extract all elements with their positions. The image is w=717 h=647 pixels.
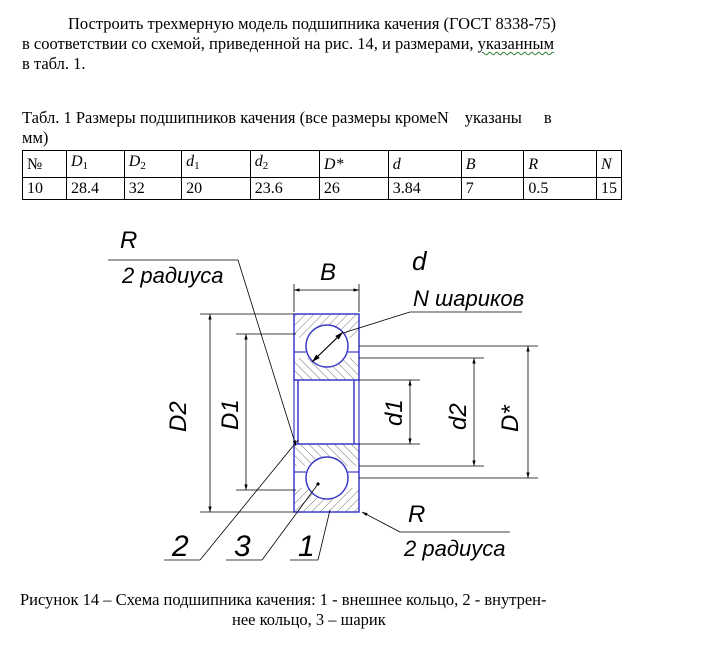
- lower-section: [294, 444, 359, 512]
- figure-caption-line-1: Рисунок 14 – Схема подшипника качения: 1 - внешнее кольцо, 2 - внутрен-: [20, 590, 547, 609]
- table-caption-part3: в: [543, 108, 552, 127]
- header-cell-d: d: [388, 151, 461, 178]
- label-radii-top: 2 радиуса: [122, 263, 224, 288]
- label-N-balls: N шариков: [413, 286, 525, 311]
- cell-R: 0.5: [524, 178, 597, 200]
- header-cell-D1: $D_1$: [66, 151, 124, 178]
- cell-Dstar: 26: [319, 178, 388, 200]
- callout-3: 3: [234, 530, 251, 563]
- figure-caption-line-2: нее кольцо, 3 – шарик: [232, 610, 386, 629]
- cell-d: 3.84: [388, 178, 461, 200]
- label-d: d: [412, 246, 427, 276]
- label-D1: D1: [217, 399, 244, 430]
- header-cell-B: B: [461, 151, 524, 178]
- cell-N: 15: [597, 178, 622, 200]
- cell-D1: 28.4: [66, 178, 124, 200]
- ball-lower: [306, 457, 348, 499]
- header-cell-d2: $d_2$: [250, 151, 319, 178]
- table-caption-part1: Табл. 1 Размеры подшипников качения (все размеры кромеN: [22, 108, 449, 127]
- ball-upper: [306, 325, 348, 367]
- intro-line-3: в табл. 1.: [22, 54, 86, 73]
- intro-line-1: Построить трехмерную модель подшипника качения (ГОСТ 8338-75): [68, 14, 556, 33]
- label-B: B: [320, 259, 337, 286]
- label-Dstar: D*: [497, 405, 524, 432]
- cell-no: 10: [23, 178, 67, 200]
- table-caption-part2: указаны: [464, 108, 522, 127]
- cell-D2: 32: [124, 178, 181, 200]
- upper-section: [294, 314, 359, 380]
- table-caption-part4: мм): [22, 128, 49, 147]
- cell-d1: 20: [182, 178, 251, 200]
- label-radii-bottom: 2 радиуса: [404, 536, 506, 561]
- callout-2: 2: [172, 530, 189, 563]
- header-cell-N: N: [597, 151, 622, 178]
- label-R-bottom: R: [408, 501, 426, 528]
- intro-spellcheck-word: указанным: [477, 34, 555, 53]
- header-cell-d1: $d_1$: [182, 151, 251, 178]
- figure-caption: [20, 590, 640, 630]
- label-D2: D2: [165, 401, 192, 432]
- header-cell-D2: $D_2$: [124, 151, 181, 178]
- callout-1: 1: [298, 530, 315, 563]
- header-cell-Dstar: D*: [319, 151, 388, 178]
- label-d2: d2: [445, 403, 472, 430]
- cell-B: 7: [461, 178, 524, 200]
- label-d1: d1: [381, 399, 408, 426]
- cell-d2: 23.6: [250, 178, 319, 200]
- header-cell-R: R: [524, 151, 597, 178]
- intro-line-2: в соответствии со схемой, приведенной на рис. 14, и размерами,: [22, 34, 474, 53]
- header-cell-no: №: [23, 151, 67, 178]
- label-R-top: R: [120, 227, 138, 254]
